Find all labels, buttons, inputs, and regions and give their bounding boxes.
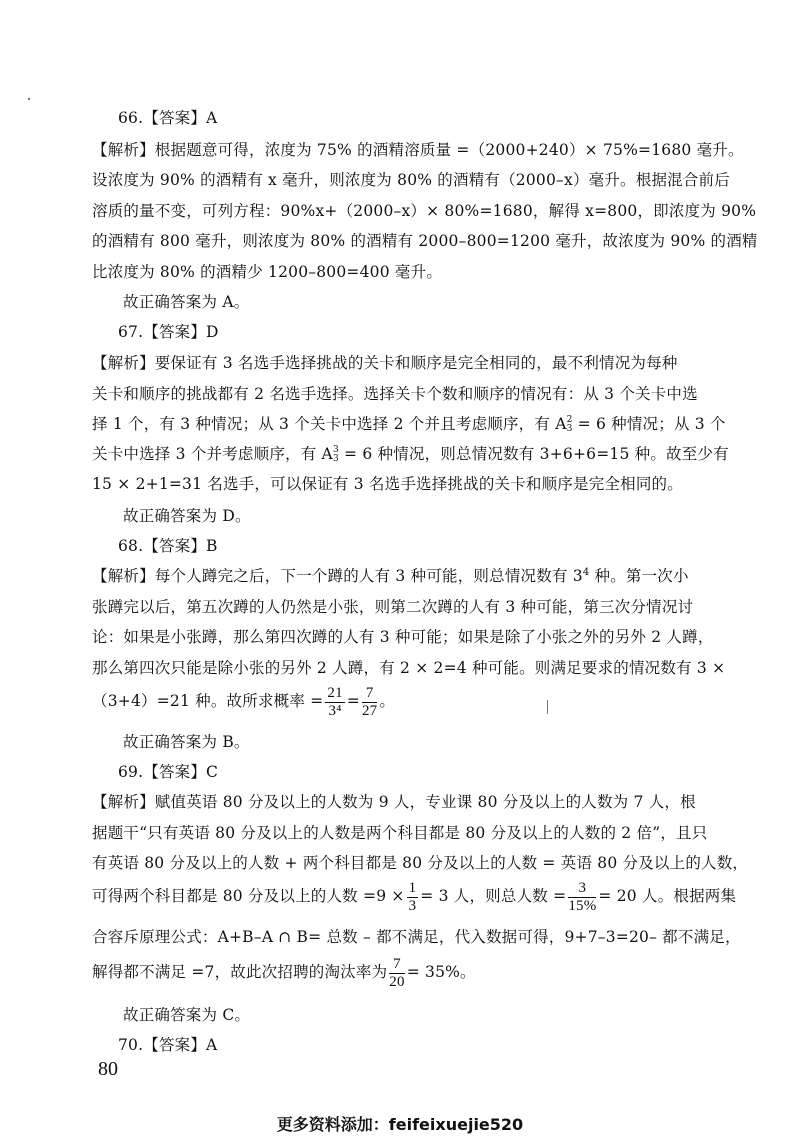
analysis-67-line-4: 关卡中选择 3 个并考虑顺序，有 A 3 3 = 6 种情况，则总情况数有 3+6+6=15 种。故至少有 bbox=[92, 445, 729, 464]
analysis-69-line-6: 解得都不满足 =7，故此次招聘的淘汰率为 $\frac{7}{20}$ = 35%。 bbox=[92, 955, 476, 990]
analysis-67-line-3 bbox=[92, 414, 730, 434]
permutation-index-2: 3 3 bbox=[332, 445, 339, 464]
analysis-66-line-1: 【解析】根据题意可得，浓度为 75% 的酒精溶质量 =（2000+240）× 75%=1680 毫升。 bbox=[92, 141, 744, 159]
analysis-66-line-2: 设浓度为 90% 的酒精有 x 毫升，则浓度为 80% 的酒精有（2000–x）毫升。根据混合前后 bbox=[92, 171, 730, 189]
fraction-7-over-20: $\frac{7}{20}$ bbox=[389, 955, 405, 990]
analysis-67-line-5: 15 × 2+1=31 名选手，可以保证有 3 名选手选择挑战的关卡和顺序是完全相同的。 bbox=[92, 475, 683, 493]
conclusion-69: 故正确答案为 C。 bbox=[123, 1006, 251, 1024]
analysis-69-line-5: 合容斥原理公式：A+B–A ∩ B= 总数 – 都不满足，代入数据可得，9+7–3=20– 都不满足， bbox=[92, 928, 741, 946]
fraction-3-over-15pct: $\frac{3}{15\%}$ bbox=[568, 879, 597, 914]
answer-67-heading: 67.【答案】D bbox=[118, 323, 219, 341]
scan-dot bbox=[28, 98, 30, 100]
analysis-66-line-3: 溶质的量不变，可列方程：90%x+（2000–x）× 80%=1680，解得 x=800，即浓度为 90% bbox=[92, 202, 757, 220]
conclusion-68: 故正确答案为 B。 bbox=[123, 733, 250, 751]
probability-fraction-2: $\frac{7}{27}$ bbox=[361, 684, 378, 719]
analysis-69-line-3: 有英语 80 分及以上的人数 + 两个科目都是 80 分及以上的人数 = 英语 80 分及以上的人数， bbox=[92, 854, 749, 872]
analysis-67-line-1: 【解析】要保证有 3 名选手选择挑战的关卡和顺序是完全相同的，最不利情况为每种 bbox=[92, 354, 678, 372]
answer-66-heading: 66.【答案】A bbox=[118, 109, 218, 127]
analysis-68-line-4: 那么第四次只能是除小张的另外 2 人蹲，有 2 × 2=4 种可能。则满足要求的情况数有 3 × bbox=[92, 659, 726, 677]
analysis-69-line-2: 据题干“只有英语 80 分及以上的人数是两个科目都是 80 分及以上的人数的 2 倍”，且只 bbox=[92, 824, 708, 842]
fraction-one-third: $\frac{1}{3}$ bbox=[408, 879, 417, 914]
analysis-66-line-5: 比浓度为 80% 的酒精少 1200–800=400 毫升。 bbox=[92, 263, 443, 281]
answer-70-heading: 70.【答案】A bbox=[118, 1036, 218, 1054]
analysis-68-line-1: 【解析】每个人蹲完之后，下一个蹲的人有 3 种可能，则总情况数有 $3^4$ 种。第一次小 bbox=[92, 566, 689, 585]
page-number: 80 bbox=[98, 1058, 118, 1080]
scan-mark bbox=[547, 700, 548, 714]
analysis-68-line-3: 论：如果是小张蹲，那么第四次蹲的人有 3 种可能；如果是除了小张之外的另外 2 人蹲， bbox=[92, 628, 714, 646]
analysis-69-line-4: 可得两个科目都是 80 分及以上的人数 =9 × $\frac{1}{3}$ = 3 人，则总人数 = $\frac{3}{15\%}$ = 20 人。根据两集 bbox=[92, 879, 737, 914]
footer-note: 更多资料添加：feifeixuejie520 bbox=[276, 1115, 524, 1134]
analysis-66-line-4: 的酒精有 800 毫升，则浓度为 80% 的酒精有 2000–800=1200 毫升，故浓度为 90% 的酒精 bbox=[92, 232, 758, 250]
analysis-68-line-2: 张蹲完以后，第五次蹲的人仍然是小张，则第二次蹲的人有 3 种可能，第三次分情况讨 bbox=[92, 598, 694, 616]
probability-fraction-1: $\frac{21}{\text{3⁴}}$ bbox=[327, 684, 343, 719]
analysis-68-line-5: （3+4）=21 种。故所求概率 = $\frac{21}{\text{3⁴}}$ = $\frac{7}{27}$ 。 bbox=[92, 684, 396, 719]
conclusion-66: 故正确答案为 A。 bbox=[123, 293, 250, 311]
analysis-67-line-3b: = 6 种情况；从 3 个 bbox=[572, 415, 726, 433]
answer-68-heading: 68.【答案】B bbox=[118, 537, 218, 555]
answer-69-heading: 69.【答案】C bbox=[118, 763, 219, 781]
analysis-67-line-2: 关卡和顺序的挑战都有 2 名选手选择。选择关卡个数和顺序的情况有：从 3 个关卡中选 bbox=[92, 385, 698, 403]
conclusion-67: 故正确答案为 D。 bbox=[123, 507, 251, 525]
permutation-index-1: 2 3 bbox=[566, 415, 573, 434]
analysis-67-line-3a: 择 1 个，有 3 种情况；从 3 个关卡中选择 2 个并且考虑顺序，有 A bbox=[92, 415, 567, 433]
analysis-69-line-1: 【解析】赋值英语 80 分及以上的人数为 9 人，专业课 80 分及以上的人数为 7 人，根 bbox=[92, 793, 696, 811]
